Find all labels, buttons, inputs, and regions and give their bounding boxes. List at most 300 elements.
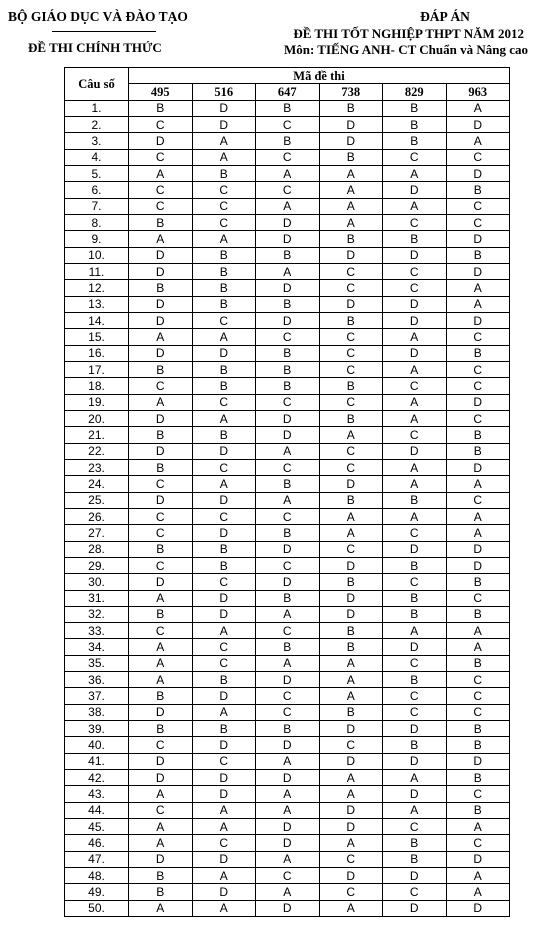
answer-cell: A [446,884,510,900]
question-number: 1. [65,100,129,116]
table-row [65,378,510,394]
answer-cell: C [192,459,256,475]
answer-cell: D [129,851,193,867]
answer-cell: C [129,476,193,492]
answer-table-body [65,100,510,916]
answer-cell: D [192,492,256,508]
answer-cell: B [192,557,256,573]
answer-cell: B [129,280,193,296]
question-number: 30. [65,574,129,590]
question-number: 45. [65,819,129,835]
answer-cell: A [129,231,193,247]
official-exam-label: ĐỀ THI CHÍNH THỨC [28,40,162,55]
answer-cell: C [256,182,320,198]
table-row [65,476,510,492]
answer-cell: D [192,443,256,459]
answer-cell: B [319,312,383,328]
table-row [65,525,510,541]
table-row [65,231,510,247]
answer-cell: D [383,182,447,198]
answer-cell: B [256,296,320,312]
answer-cell: C [383,819,447,835]
answer-cell: D [129,345,193,361]
table-row [65,786,510,802]
answer-cell: C [256,149,320,165]
answer-cell: D [129,263,193,279]
question-number: 4. [65,149,129,165]
answer-cell: A [319,688,383,704]
answer-cell: B [319,100,383,116]
question-number: 35. [65,655,129,671]
answer-cell: A [446,296,510,312]
answer-cell: B [383,835,447,851]
answer-cell: A [383,802,447,818]
answer-cell: D [319,476,383,492]
answer-cell: C [319,851,383,867]
table-row [65,900,510,916]
table-row [65,819,510,835]
answer-cell: C [446,214,510,230]
answer-cell: A [192,410,256,426]
answer-cell: B [319,492,383,508]
question-number: 3. [65,133,129,149]
answer-cell: C [446,198,510,214]
answer-cell: B [129,868,193,884]
answer-cell: D [319,606,383,622]
question-number: 2. [65,116,129,132]
answer-cell: D [446,116,510,132]
answer-cell: D [129,247,193,263]
table-row [65,672,510,688]
answer-cell: B [129,884,193,900]
answer-cell: B [192,165,256,181]
question-number: 34. [65,639,129,655]
answer-cell: C [129,525,193,541]
answer-cell: C [383,574,447,590]
answer-cell: D [256,427,320,443]
answer-cell: A [129,639,193,655]
answer-cell: C [446,672,510,688]
answer-cell: B [383,492,447,508]
answer-cell: C [256,688,320,704]
table-row [65,443,510,459]
answer-cell: A [383,198,447,214]
answer-cell: B [319,639,383,655]
answer-cell: A [192,623,256,639]
answer-cell: C [256,868,320,884]
answer-cell: D [319,721,383,737]
answer-cell: B [446,655,510,671]
answer-cell: A [192,868,256,884]
answer-cell: A [383,394,447,410]
answer-cell: D [256,231,320,247]
answer-cell: B [446,443,510,459]
answer-cell: A [446,525,510,541]
table-row [65,802,510,818]
answer-cell: C [256,394,320,410]
question-number: 24. [65,476,129,492]
answer-cell: D [192,116,256,132]
answer-cell: C [192,655,256,671]
answer-cell: C [383,263,447,279]
answer-cell: B [319,149,383,165]
answer-cell: A [256,753,320,769]
table-row [65,345,510,361]
answer-cell: A [446,133,510,149]
question-number: 11. [65,263,129,279]
answer-cell: A [319,900,383,916]
answer-cell: C [256,116,320,132]
question-number: 43. [65,786,129,802]
answer-cell: D [446,753,510,769]
question-number: 47. [65,851,129,867]
answer-cell: C [446,704,510,720]
question-number: 32. [65,606,129,622]
answer-cell: C [192,639,256,655]
table-row [65,508,510,524]
table-row [65,492,510,508]
answer-cell: A [446,476,510,492]
exam-code: 738 [319,84,383,100]
answer-cell: A [446,508,510,524]
answer-cell: D [192,851,256,867]
question-number: 7. [65,198,129,214]
answer-cell: A [256,165,320,181]
answer-cell: D [256,410,320,426]
answer-cell: A [129,590,193,606]
answer-cell: B [256,100,320,116]
answer-cell: A [446,868,510,884]
answer-cell: D [319,296,383,312]
answer-cell: D [256,574,320,590]
question-number: 22. [65,443,129,459]
table-row [65,606,510,622]
answer-cell: B [446,802,510,818]
table-row [65,753,510,769]
answer-cell: A [256,851,320,867]
answer-cell: A [383,623,447,639]
answer-cell: D [383,247,447,263]
answer-cell: B [383,606,447,622]
answer-cell: C [383,427,447,443]
answer-cell: B [446,247,510,263]
table-row [65,100,510,116]
question-number: 27. [65,525,129,541]
answer-cell: C [319,884,383,900]
answer-cell: C [192,182,256,198]
answer-cell: D [383,868,447,884]
table-row [65,133,510,149]
answer-cell: B [129,606,193,622]
question-number-header: Câu số [65,68,129,101]
answer-cell: A [319,770,383,786]
answer-cell: D [383,753,447,769]
answer-cell: D [383,443,447,459]
answer-cell: C [192,312,256,328]
answer-cell: D [319,819,383,835]
answer-cell: A [383,459,447,475]
answer-cell: D [129,704,193,720]
header-row-top [65,68,510,84]
answer-cell: C [129,378,193,394]
answer-cell: B [446,345,510,361]
question-number: 28. [65,541,129,557]
question-number: 19. [65,394,129,410]
answer-cell: A [383,770,447,786]
answer-key-title: ĐÁP ÁN [420,9,470,24]
table-row [65,329,510,345]
answer-cell: C [319,361,383,377]
answer-cell: C [129,557,193,573]
answer-cell: D [256,280,320,296]
answer-cell: A [446,280,510,296]
answer-cell: A [383,329,447,345]
answer-cell: C [446,329,510,345]
table-row [65,165,510,181]
answer-cell: D [319,802,383,818]
answer-cell: A [192,476,256,492]
answer-cell: B [256,361,320,377]
table-row [65,655,510,671]
question-number: 21. [65,427,129,443]
answer-cell: C [192,753,256,769]
answer-cell: C [192,835,256,851]
answer-cell: A [256,655,320,671]
answer-cell: A [129,835,193,851]
answer-cell: C [383,378,447,394]
answer-cell: C [256,508,320,524]
table-row [65,361,510,377]
answer-cell: A [192,149,256,165]
answer-cell: C [256,623,320,639]
table-row [65,623,510,639]
answer-cell: D [383,900,447,916]
answer-cell: B [446,427,510,443]
answer-cell: C [319,329,383,345]
answer-cell: A [383,476,447,492]
question-number: 38. [65,704,129,720]
answer-cell: B [446,574,510,590]
answer-cell: D [129,770,193,786]
answer-cell: C [319,541,383,557]
answer-cell: C [383,655,447,671]
answer-cell: B [256,590,320,606]
answer-cell: B [383,737,447,753]
answer-cell: D [256,312,320,328]
answer-cell: B [319,704,383,720]
exam-code: 963 [446,84,510,100]
answer-cell: B [446,721,510,737]
table-row [65,851,510,867]
answer-cell: C [129,198,193,214]
answer-cell: D [129,312,193,328]
answer-cell: D [319,557,383,573]
table-row [65,884,510,900]
answer-cell: C [319,459,383,475]
answer-cell: B [192,721,256,737]
answer-cell: D [256,541,320,557]
question-number: 10. [65,247,129,263]
question-number: 15. [65,329,129,345]
answer-cell: A [319,508,383,524]
answer-cell: A [383,361,447,377]
answer-cell: C [129,149,193,165]
header-underline [52,31,156,32]
question-number: 14. [65,312,129,328]
answer-cell: A [129,786,193,802]
answer-cell: A [319,525,383,541]
answer-cell: D [192,606,256,622]
answer-cell: D [129,443,193,459]
answer-cell: A [383,165,447,181]
answer-cell: B [129,459,193,475]
answer-cell: D [446,541,510,557]
exam-title: ĐỀ THI TỐT NGHIỆP THPT NĂM 2012 [293,26,524,41]
answer-cell: C [446,835,510,851]
answer-cell: B [319,378,383,394]
answer-cell: A [256,443,320,459]
answer-cell: A [446,639,510,655]
question-number: 8. [65,214,129,230]
answer-cell: C [129,623,193,639]
answer-cell: A [256,263,320,279]
question-number: 33. [65,623,129,639]
question-number: 25. [65,492,129,508]
answer-cell: B [129,214,193,230]
table-row [65,835,510,851]
answer-cell: A [446,623,510,639]
answer-cell: D [192,884,256,900]
answer-cell: B [129,721,193,737]
answer-cell: D [319,247,383,263]
answer-cell: C [446,688,510,704]
answer-cell: A [129,394,193,410]
answer-cell: A [319,427,383,443]
answer-cell: B [446,770,510,786]
table-row [65,247,510,263]
answer-cell: C [383,688,447,704]
table-row [65,296,510,312]
table-row [65,688,510,704]
question-number: 12. [65,280,129,296]
answer-cell: C [446,149,510,165]
answer-cell: A [129,329,193,345]
answer-cell: A [192,819,256,835]
answer-cell: A [319,672,383,688]
answer-cell: A [192,329,256,345]
answer-cell: B [256,378,320,394]
table-row [65,737,510,753]
answer-cell: C [129,737,193,753]
answer-cell: D [256,214,320,230]
answer-cell: C [256,704,320,720]
answer-cell: A [256,198,320,214]
table-row [65,427,510,443]
answer-cell: C [256,459,320,475]
question-number: 31. [65,590,129,606]
answer-cell: B [256,525,320,541]
table-row [65,541,510,557]
answer-cell: D [383,296,447,312]
header-row-codes [65,84,510,100]
table-row [65,639,510,655]
answer-cell: C [319,345,383,361]
answer-cell: D [319,116,383,132]
table-row [65,410,510,426]
answer-cell: C [383,214,447,230]
question-number: 42. [65,770,129,786]
answer-cell: A [129,900,193,916]
answer-cell: D [129,410,193,426]
answer-cell: B [256,133,320,149]
answer-cell: D [129,133,193,149]
answer-cell: B [319,231,383,247]
table-row [65,280,510,296]
answer-cell: D [446,900,510,916]
question-number: 5. [65,165,129,181]
answer-cell: B [446,606,510,622]
exam-code: 829 [383,84,447,100]
answer-cell: D [446,312,510,328]
answer-cell: D [446,557,510,573]
answer-cell: A [319,165,383,181]
answer-cell: D [129,296,193,312]
answer-cell: C [383,884,447,900]
answer-cell: C [192,214,256,230]
answer-cell: D [319,590,383,606]
answer-cell: B [192,378,256,394]
table-row [65,149,510,165]
question-number: 49. [65,884,129,900]
answer-cell: A [256,786,320,802]
answer-cell: C [192,394,256,410]
answer-cell: A [192,704,256,720]
question-number: 29. [65,557,129,573]
answer-cell: B [192,280,256,296]
answer-cell: D [446,394,510,410]
answer-cell: B [383,116,447,132]
answer-cell: B [129,688,193,704]
answer-cell: B [129,541,193,557]
table-row [65,770,510,786]
answer-cell: C [192,198,256,214]
answer-cell: A [129,165,193,181]
answer-cell: A [129,672,193,688]
question-number: 17. [65,361,129,377]
answer-cell: B [129,100,193,116]
subject-line: Môn: TIẾNG ANH- CT Chuẩn và Nâng cao [283,42,528,57]
answer-cell: B [319,410,383,426]
table-row [65,557,510,573]
answer-cell: C [383,525,447,541]
answer-cell: A [319,198,383,214]
answer-cell: D [256,819,320,835]
answer-cell: B [383,590,447,606]
answer-cell: C [319,280,383,296]
answer-cell: B [383,133,447,149]
question-number: 46. [65,835,129,851]
answer-cell: C [446,590,510,606]
answer-cell: D [383,345,447,361]
question-number: 16. [65,345,129,361]
answer-cell: D [192,688,256,704]
answer-cell: B [256,345,320,361]
answer-cell: D [383,541,447,557]
answer-cell: D [446,851,510,867]
answer-cell: A [256,884,320,900]
answer-cell: D [129,753,193,769]
answer-cell: D [383,312,447,328]
